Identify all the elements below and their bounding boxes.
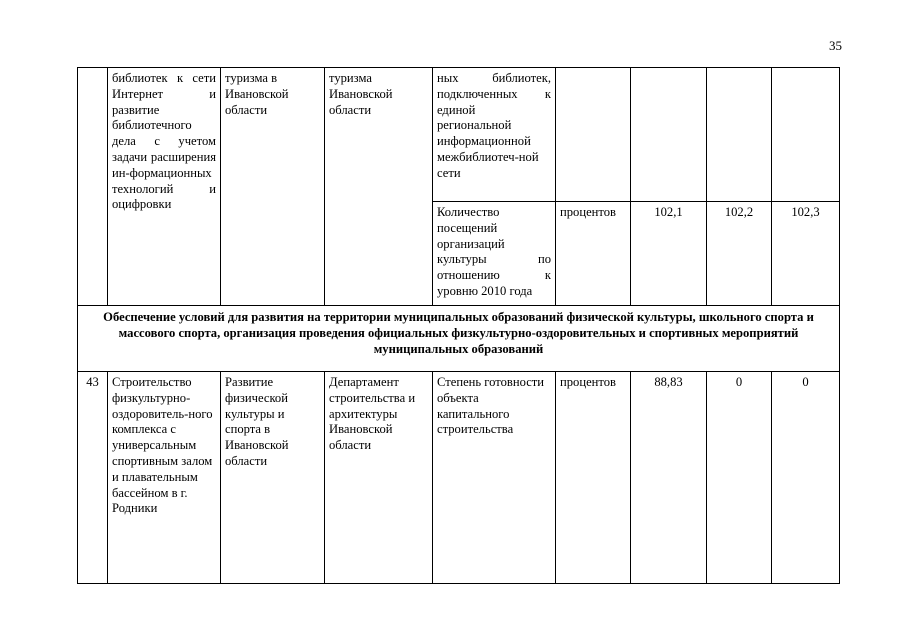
value-cell-3: 102,3 [772,202,840,306]
object-cell: Строительство физкультурно-оздоровитель-ного комплекса с универсальным спортивным залом и плавательным бассейном в г. Родники [108,372,221,584]
indicator-unit-cell [556,68,631,202]
program-cell: Развитие физической культуры и спорта в Ивановской области [221,372,325,584]
program-table [77,67,840,584]
row-number-cell [78,68,108,306]
table-row-43 [78,372,840,584]
indicator-unit-cell: процентов [556,202,631,306]
section-heading-row [78,306,840,372]
value-cell-2: 0 [707,372,772,584]
program-cell: туризма в Ивановской области [221,68,325,306]
value-cell-3: 0 [772,372,840,584]
value-cell-1: 88,83 [631,372,707,584]
responsible-cell: Департамент строительства и архитектуры Ивановской области [325,372,433,584]
value-cell-1 [631,68,707,202]
indicator-unit-cell: процентов [556,372,631,584]
value-cell-1: 102,1 [631,202,707,306]
value-cell-3 [772,68,840,202]
indicator-name-cell: Степень готовности объекта капитального строительства [433,372,556,584]
object-cell: библиотек к сети Интернет и развитие библиотечного дела с учетом задачи расширения ин-формационных технологий и оцифровки [108,68,221,306]
value-cell-2 [707,68,772,202]
page-number: 35 [829,38,842,53]
indicator-name-cell: ных библиотек, подключенных к единой региональной информационной межбиблиотеч-ной сети [433,68,556,202]
section-heading: Обеспечение условий для развития на территории муниципальных образований физической культуры, школьного спорта и массового спорта, организация проведения официальных физкультурно-оздоровительных и спортивных мероприятий муниципальных образований [78,306,840,372]
table-row-continued [78,68,840,202]
value-cell-2: 102,2 [707,202,772,306]
row-number-cell: 43 [78,372,108,584]
indicator-name-cell: Количество посещений организаций культуры по отношению к уровню 2010 года [433,202,556,306]
responsible-cell: туризма Ивановской области [325,68,433,306]
